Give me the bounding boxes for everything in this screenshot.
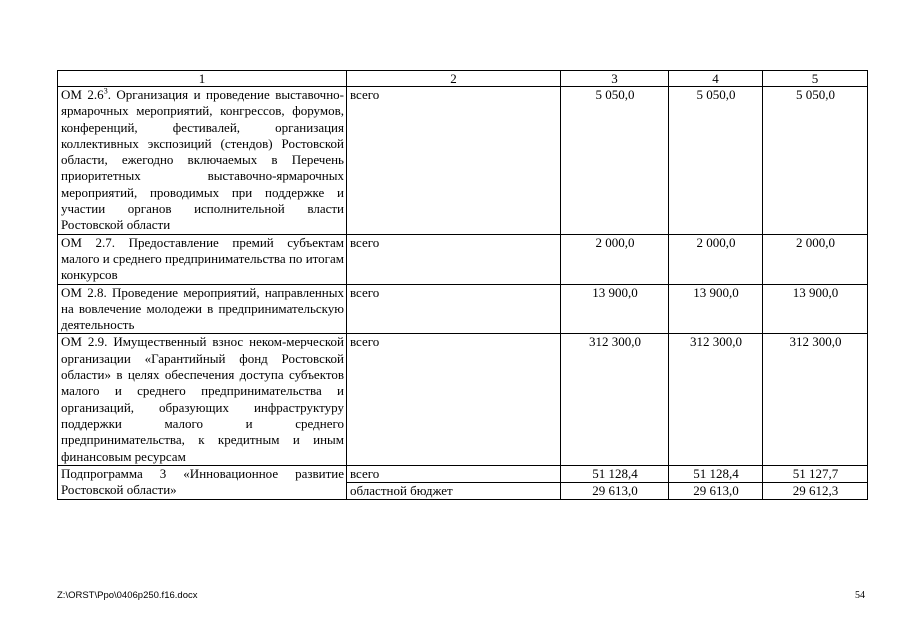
value-cell: 13 900,0 xyxy=(561,284,669,334)
measure-name: ОМ 2.9. Имущественный взнос неком-мерческой организации «Гарантийный фонд Ростовской области» в целях обеспечения доступа субъектов малого и среднего предпринимательства и организаций, образующих инфраструктуру поддержки малого и среднего предпринимательства, к кредитным и иным финансовым ресурсам xyxy=(58,334,347,465)
value-cell: 5 050,0 xyxy=(669,87,763,235)
column-header: 1 xyxy=(58,71,347,87)
table-row xyxy=(58,284,868,334)
measure-name: ОМ $2.6^3$. Организация и проведение выставочно-ярмарочных мероприятий, конгрессов, форумов, конференций, фестивалей, организация коллективных экспозиций (стендов) Ростовской области, ежегодно включаемых в Перечень приоритетных выставочно-ярмарочных мероприятий, проводимых при поддержке и участии органов исполнительной власти Ростовской области xyxy=(58,87,347,235)
subprogram-name: Подпрограмма 3 «Инновационное развитие Ростовской области» xyxy=(58,465,347,500)
value-cell: 2 000,0 xyxy=(669,234,763,284)
funding-source: областной бюджет xyxy=(347,483,561,500)
value-cell: 2 000,0 xyxy=(561,234,669,284)
funding-source: всего xyxy=(347,87,561,235)
table-row xyxy=(58,234,868,284)
value-cell: 51 128,4 xyxy=(669,465,763,482)
table-row xyxy=(58,87,868,235)
table-row xyxy=(58,465,868,482)
value-cell: 13 900,0 xyxy=(669,284,763,334)
column-header: 2 xyxy=(347,71,561,87)
funding-source: всего xyxy=(347,465,561,482)
value-cell: 312 300,0 xyxy=(561,334,669,465)
measure-name: ОМ 2.7. Предоставление премий субъектам малого и среднего предпринимательства по итогам конкурсов xyxy=(58,234,347,284)
value-cell: 13 900,0 xyxy=(763,284,868,334)
value-cell: 51 127,7 xyxy=(763,465,868,482)
value-cell: 29 613,0 xyxy=(561,483,669,500)
value-cell: 312 300,0 xyxy=(763,334,868,465)
column-header: 5 xyxy=(763,71,868,87)
funding-source: всего xyxy=(347,284,561,334)
budget-table xyxy=(57,70,868,500)
column-header: 3 xyxy=(561,71,669,87)
value-cell: 2 000,0 xyxy=(763,234,868,284)
funding-source: всего xyxy=(347,234,561,284)
column-header: 4 xyxy=(669,71,763,87)
measure-name: ОМ 2.8. Проведение мероприятий, направленных на вовлечение молодежи в предпринимательскую деятельность xyxy=(58,284,347,334)
value-cell: 5 050,0 xyxy=(763,87,868,235)
table-row xyxy=(58,334,868,465)
value-cell: 51 128,4 xyxy=(561,465,669,482)
value-cell: 29 613,0 xyxy=(669,483,763,500)
value-cell: 5 050,0 xyxy=(561,87,669,235)
value-cell: 312 300,0 xyxy=(669,334,763,465)
table-header-row xyxy=(58,71,868,87)
value-cell: 29 612,3 xyxy=(763,483,868,500)
page-number: 54 xyxy=(855,590,865,601)
file-path: Z:\ORST\Ppo\0406p250.f16.docx xyxy=(57,590,198,601)
funding-source: всего xyxy=(347,334,561,465)
